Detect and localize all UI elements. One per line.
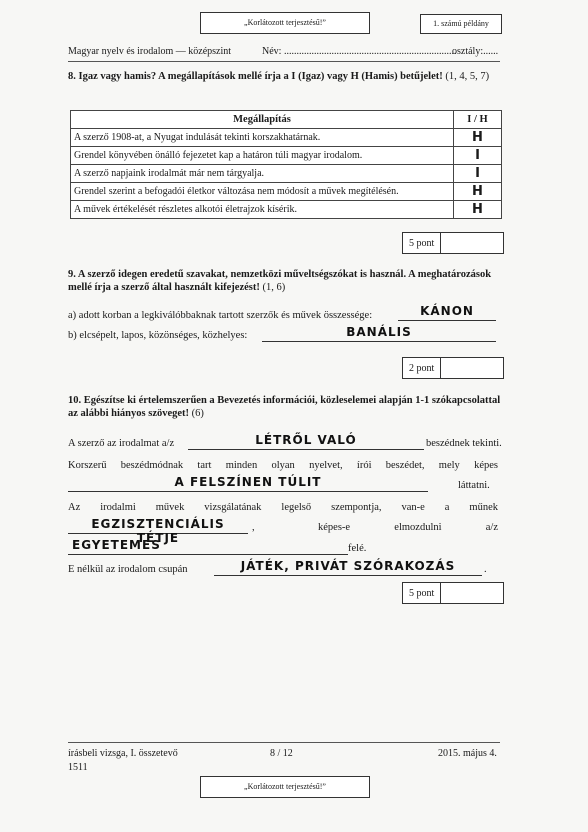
q10-prompt	[68, 394, 508, 420]
q8-answer-cell[interactable]: H	[454, 201, 502, 219]
q8-table	[70, 110, 502, 219]
q8-prompt	[68, 70, 508, 83]
q8-statement: Grendel szerint a befogadói életkor változása nem módosít a művek megítélésén.	[71, 183, 454, 201]
q8-statement: A művek értékelését részletes alkotói életrajzok kísérik.	[71, 201, 454, 219]
q8-statement: Grendel könyvében önálló fejezetet kap a határon túli magyar irodalom.	[71, 147, 454, 165]
footer-code: 1511	[68, 762, 88, 773]
q8-answer-cell[interactable]: H	[454, 183, 502, 201]
q9-refs: (1, 6)	[262, 282, 286, 293]
q10-line4: Az irodalmi művek vizsgálatának legelső szempontja, van-e a műnek	[68, 502, 498, 513]
exam-date: 2015. május 4.	[438, 748, 497, 759]
q10-blank-2[interactable]: A FELSZÍNEN TÚLIT	[68, 475, 428, 492]
q10-line2: Korszerű beszédmódnak tart minden olyan nyelvet, írói beszédet, mely képes	[68, 460, 498, 471]
q9-a-label: a) adott korban a legkiválóbbaknak tartott szerzők és művek összessége:	[68, 310, 373, 321]
q10-refs: (6)	[191, 408, 204, 419]
q9-b-label: b) elcsépelt, lapos, közönséges, közhelyes:	[68, 330, 248, 341]
class-field[interactable]: osztály:......	[452, 46, 499, 57]
table-row	[71, 129, 502, 147]
q10-line7-post: .	[484, 564, 487, 575]
q9-score-cell[interactable]	[441, 358, 503, 378]
q9-prompt	[68, 268, 508, 294]
q8-answer-cell[interactable]: H	[454, 129, 502, 147]
q10-line6-post: felé.	[348, 543, 367, 554]
q9-b-answer[interactable]: BANÁLIS	[262, 325, 496, 342]
q8-points-box	[402, 232, 504, 254]
q10-title: 10. Egészítse ki értelemszerűen a Bevezetés információi, közleselemei alapján 1-1 szókapcsolattal az alábbi hiányos szöveget!	[68, 395, 501, 419]
q8-answer-cell[interactable]: I	[454, 147, 502, 165]
footer-divider	[68, 742, 500, 743]
q10-line1-pre: A szerző az irodalmat a/z	[68, 438, 175, 449]
q8-answer-cell[interactable]: I	[454, 165, 502, 183]
table-row	[71, 201, 502, 219]
q8-col-answer: I / H	[454, 111, 502, 129]
q10-blank-1[interactable]: LÉTRŐL VALÓ	[188, 433, 424, 450]
copy-number-box: 1. számú példány	[420, 14, 502, 34]
q10-line7-pre: E nélkül az irodalom csupán	[68, 564, 188, 575]
q10-line3-post: láttatni.	[458, 480, 490, 491]
footer-distribution-stamp: „Korlátozott terjesztésű!”	[200, 776, 370, 798]
q10-line5-comma: ,	[252, 522, 255, 533]
page-number: 8 / 12	[270, 748, 293, 759]
table-row	[71, 147, 502, 165]
subject-label: Magyar nyelv és irodalom — középszint	[68, 46, 232, 57]
q8-score-cell[interactable]	[441, 233, 503, 253]
q10-points-label: 5 pont	[403, 583, 441, 603]
q9-points-box	[402, 357, 504, 379]
q8-refs: (1, 4, 5, 7)	[445, 71, 490, 82]
name-field[interactable]: Név: .....................................................................	[262, 46, 457, 57]
q9-title: 9. A szerző idegen eredetű szavakat, nemzetközi műveltségszókat is használ. A meghatározások mellé írja a szerző által használt kifejezést!	[68, 269, 492, 293]
footer-exam-label: írásbeli vizsga, I. összetevő	[68, 748, 178, 759]
distribution-stamp: „Korlátozott terjesztésű!”	[200, 12, 370, 34]
q10-blank-4[interactable]: EGYETEMES	[68, 538, 348, 555]
table-row	[71, 183, 502, 201]
q10-score-cell[interactable]	[441, 583, 503, 603]
q10-line1-post: beszédnek tekinti.	[426, 438, 502, 449]
q10-line5-post: képes-e elmozdulni a/z	[318, 522, 498, 533]
q8-col-statement: Megállapítás	[71, 111, 454, 129]
table-row	[71, 165, 502, 183]
q8-title: 8. Igaz vagy hamis? A megállapítások mellé írja a I (Igaz) vagy H (Hamis) betűjelet!	[68, 71, 443, 82]
q8-statement: A szerző 1908-at, a Nyugat indulását tekinti korszakhatárnak.	[71, 129, 454, 147]
q10-blank-5[interactable]: JÁTÉK, PRIVÁT SZÓRAKOZÁS	[214, 559, 482, 576]
q9-a-answer[interactable]: KÁNON	[398, 304, 496, 321]
q10-points-box	[402, 582, 504, 604]
header-divider	[68, 61, 500, 62]
q8-points-label: 5 pont	[403, 233, 441, 253]
q9-points-label: 2 pont	[403, 358, 441, 378]
q8-statement: A szerző napjaink irodalmát már nem tárgyalja.	[71, 165, 454, 183]
q10-blank-3[interactable]: EGZISZTENCIÁLIS TÉTJE	[68, 517, 248, 534]
